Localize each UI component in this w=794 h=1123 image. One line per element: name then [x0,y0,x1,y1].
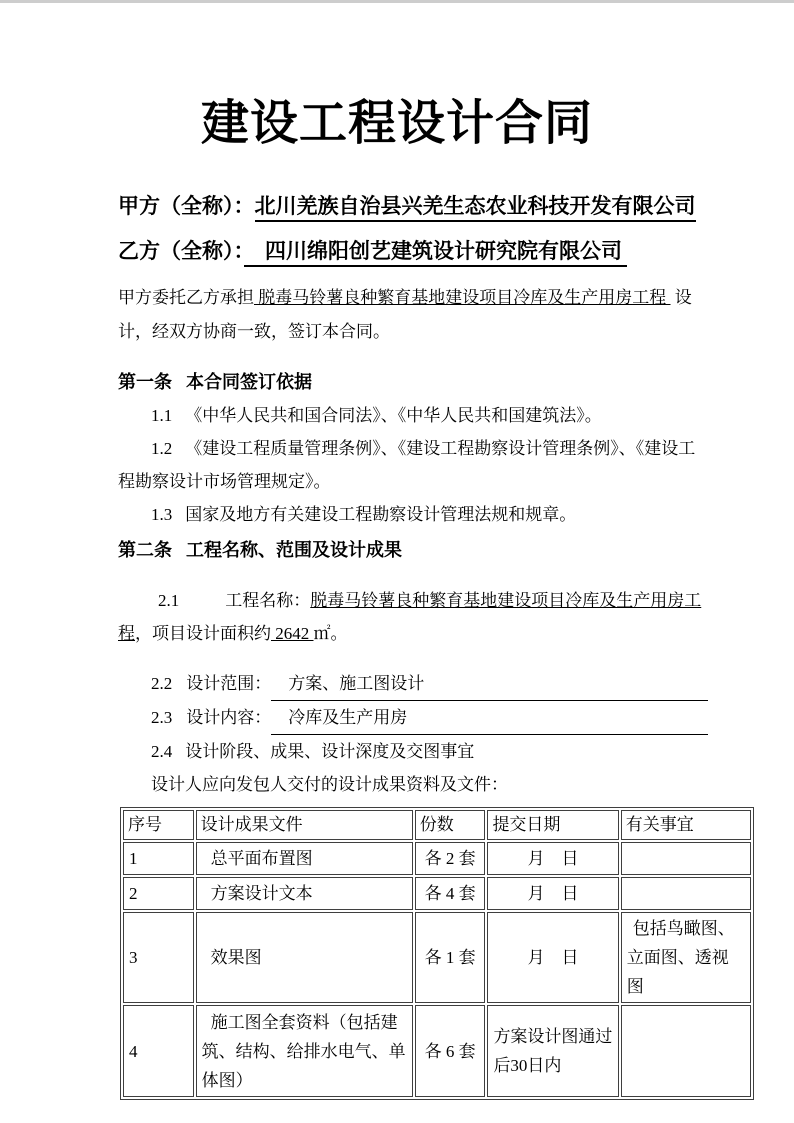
cell-date: 月 日 [487,842,618,875]
table-header-cell: 份数 [415,810,486,840]
cell-date: 月 日 [487,877,618,910]
deliverables-note: 设计人应向发包人交付的设计成果资料及文件： [151,775,508,794]
cell-file: 施工图全套资料（包括建筑、结构、给排水电气、单体图） [196,1005,413,1097]
item-text: 《建设工程质量管理条例》、《建设工程勘察设计管理条例》、《建设工程勘察设计市场管理规定》。 [118,439,696,491]
table-header-cell: 设计成果文件 [196,810,413,840]
clause-2-1-number: 2.1 [158,591,180,610]
clause-2-4 [118,735,708,768]
intro-paragraph [118,281,708,349]
clause-2-3-value: 冷库及生产用房 [271,701,708,735]
cell-copies: 各 2 套 [415,842,486,875]
deliverables-table [120,807,754,1100]
clause-2-1-project-name: 脱毒马铃薯良种繁育基地建设项目冷库及生产用房工程 [118,591,702,643]
clause-2-3-label: 设计内容： [186,708,272,727]
table-row [123,1005,751,1097]
window-edge-strip [0,0,794,3]
table-header-cell: 提交日期 [487,810,618,840]
item-number: 1.1 [151,406,173,425]
clause-2-1-mid: ，项目设计面积约 [135,624,271,643]
clause-2-1 [118,584,708,650]
article-1-items [118,399,708,531]
cell-date: 月 日 [487,912,618,1003]
article-1-heading [118,366,708,399]
party-b-label: 乙方（全称）： [118,239,244,263]
cell-copies: 各 1 套 [415,912,486,1003]
table-header-row [123,810,751,840]
cell-copies: 各 6 套 [415,1005,486,1097]
cell-copies: 各 4 套 [415,877,486,910]
cell-file: 方案设计文本 [196,877,413,910]
table-row [123,877,751,910]
item-number: 1.2 [151,439,173,458]
article-1-item-1-2 [118,432,708,498]
clause-2-4-number: 2.4 [151,742,173,761]
party-b-line [118,237,708,265]
cell-file: 效果图 [196,912,413,1003]
clause-2-3 [118,701,708,735]
intro-pre: 甲方委托乙方承担 [118,288,254,307]
cell-note [621,842,751,875]
clause-2-1-area-unit: ㎡。 [313,624,348,643]
cell-file: 总平面布置图 [196,842,413,875]
cell-no: 4 [123,1005,194,1097]
cell-date: 方案设计图通过后30日内 [487,1005,618,1097]
cell-note [621,877,751,910]
article-1-item-1-3 [118,498,708,531]
cell-no: 3 [123,912,194,1003]
table-header-cell: 有关事宜 [621,810,751,840]
article-1-label: 第一条 [118,372,172,392]
clause-2-2-number: 2.2 [151,674,173,693]
intro-post: 设计，经双方协商一致，签订本合同。 [118,288,692,341]
clause-2-2-value: 方案、施工图设计 [271,667,708,701]
party-a-label: 甲方（全称）： [118,194,255,218]
party-b-name: 四川绵阳创艺建筑设计研究院有限公司 [244,239,627,267]
cell-no: 2 [123,877,194,910]
article-1-item-1-1 [118,399,708,432]
table-row [123,842,751,875]
cell-note [621,1005,751,1097]
table-row [123,912,751,1003]
article-2-heading [118,534,708,567]
cell-note: 包括鸟瞰图、立面图、透视图 [621,912,751,1003]
clause-2-1-label: 工程名称： [225,591,311,610]
cell-no: 1 [123,842,194,875]
clause-2-3-number: 2.3 [151,708,173,727]
item-text: 国家及地方有关建设工程勘察设计管理法规和规章。 [185,505,577,524]
item-text: 《中华人民共和国合同法》、《中华人民共和国建筑法》。 [185,406,602,425]
clause-2-1-area-value: 2642 [271,624,314,643]
party-a-line [118,192,708,220]
table-header-cell: 序号 [123,810,194,840]
clause-2-2-label: 设计范围： [186,674,272,693]
intro-project-name: 脱毒马铃薯良种繁育基地建设项目冷库及生产用房工程 [254,288,671,307]
party-a-name: 北川羌族自治县兴羌生态农业科技开发有限公司 [255,194,696,222]
article-1-title: 本合同签订依据 [186,372,312,392]
clause-2-4-text: 设计阶段、成果、设计深度及交图事宜 [185,742,475,761]
clause-2-2 [118,667,708,701]
article-2-title: 工程名称、范围及设计成果 [186,540,402,560]
article-2-label: 第二条 [118,540,172,560]
item-number: 1.3 [151,505,173,524]
contract-title: 建设工程设计合同 [200,97,593,150]
document-body [0,192,735,1100]
